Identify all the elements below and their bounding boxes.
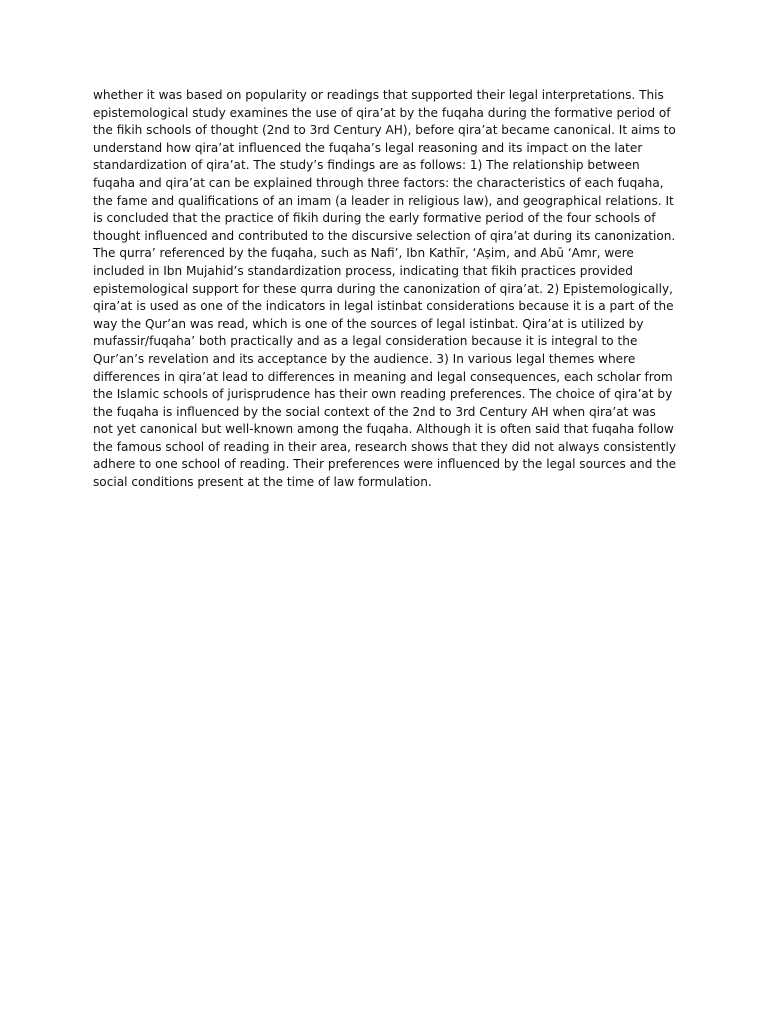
body-paragraph: whether it was based on popularity or readings that supported their legal interpretations. This epistemological study examines the use of qira’at by the fuqaha during the formative period of the fikih schools of thought (2nd to 3rd Century AH), before qira’at became canonical. It aims to understand how qira’at influenced the fuqaha’s legal reasoning and its impact on the later standardization of qira’at. The study’s findings are as follows: 1) The relationship between fuqaha and qira’at can be explained through three factors: the characteristics of each fuqaha, the fame and qualifications of an imam (a leader in religious law), and geographical relations. It is concluded that the practice of fikih during the early formative period of the four schools of thought influenced and contributed to the discursive selection of qira’at during its canonization. The qurra’ referenced by the fuqaha, such as Nafi’, Ibn Kathīr, ‘Aṣim, and Abū ‘Amr, were included in Ibn Mujahid’s standardization process, indicating that fikih practices provided epistemological support for these qurra during the canonization of qira’at. 2) Epistemologically, qira’at is used as one of the indicators in legal istinbat considerations because it is a part of the way the Qur’an was read, which is one of the sources of legal istinbat. Qira’at is utilized by mufassir/fuqaha’ both practically and as a legal consideration because it is integral to the Qur’an’s revelation and its acceptance by the audience. 3) In various legal themes where differences in qira’at lead to differences in meaning and legal consequences, each scholar from the Islamic schools of jurisprudence has their own reading preferences. The choice of qira’at by the fuqaha is influenced by the social context of the 2nd to 3rd Century AH when qira’at was not yet canonical but well-known among the fuqaha. Although it is often said that fuqaha follow the famous school of reading in their area, research shows that they did not always consistently adhere to one school of reading. Their preferences were influenced by the legal sources and the social conditions present at the time of law formulation.	[93, 88, 677, 490]
